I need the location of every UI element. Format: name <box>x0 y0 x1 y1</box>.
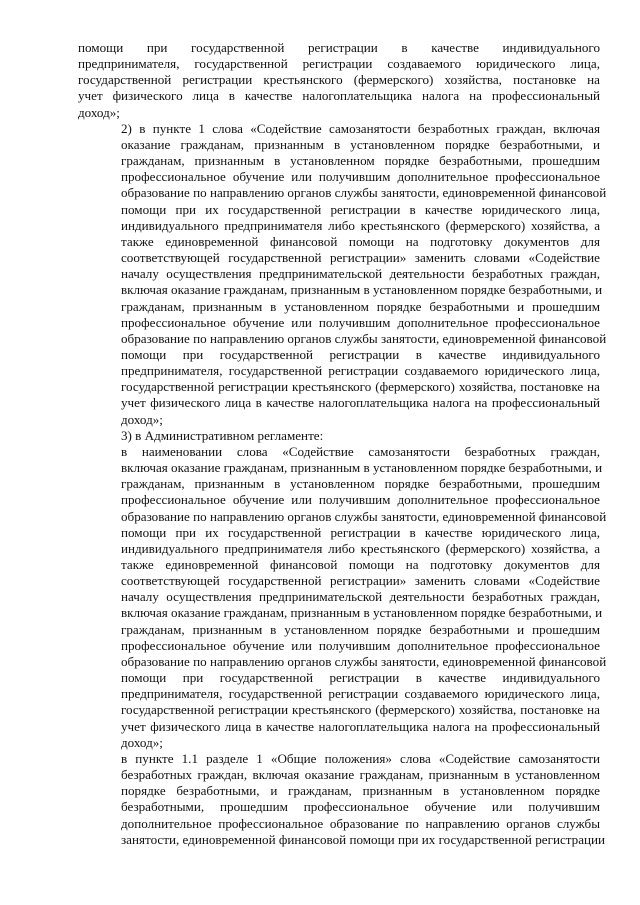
text-line: государственной регистрации крестьянского (фермерского) хозяйства, постановке на <box>121 702 600 718</box>
text-line: профессиональное обучение или получившим дополнительное профессиональное <box>121 169 600 185</box>
text-line: порядке безработными, и гражданам, признанным в установленном порядке <box>121 783 600 799</box>
paragraph <box>78 750 606 848</box>
text-line: гражданам, признанным в установленном порядке безработными, прошедшим <box>121 476 600 492</box>
text-line: началу осуществления предпринимательской деятельности безработных граждан, <box>121 589 600 605</box>
text-line: включая оказание гражданам, признанным в установленном порядке безработными, и <box>121 460 603 476</box>
text-line: образование по направлению органов службы занятости, единовременной финансовой <box>121 330 607 346</box>
text-line: оказание гражданам, признанным в установленном порядке безработными, и <box>121 136 600 152</box>
text-line: безработных граждан, включая оказание гражданам, признанным в установленном <box>121 767 600 783</box>
text-line: доход»; <box>78 104 120 120</box>
text-line: также единовременной финансовой помощи на подготовку документов для <box>121 233 600 249</box>
text-line: индивидуального предпринимателя либо крестьянского (фермерского) хозяйства, а <box>121 540 600 556</box>
text-line: предпринимателя, государственной регистрации создаваемого юридического лица, <box>121 363 600 379</box>
text-line: профессиональное обучение или получившим дополнительное профессиональное <box>121 492 600 508</box>
text-line: помощи при государственной регистрации в качестве индивидуального <box>78 40 600 55</box>
text-line: 3) в Административном регламенте: <box>121 427 324 443</box>
text-line: государственной регистрации крестьянского (фермерского) хозяйства, постановке на <box>121 379 600 395</box>
text-line: также единовременной финансовой помощи на подготовку документов для <box>121 557 600 572</box>
paragraph <box>78 120 607 428</box>
text-line: помощи при государственной регистрации в качестве индивидуального <box>121 346 600 362</box>
text-line: предпринимателя, государственной регистрации создаваемого юридического лица, <box>121 686 600 702</box>
paragraph <box>78 443 607 751</box>
text-line: профессиональное обучение или получившим дополнительное профессиональное <box>121 637 600 653</box>
text-line: началу осуществления предпринимательской деятельности безработных граждан, <box>121 266 600 282</box>
text-line: образование по направлению органов службы занятости, единовременной финансовой <box>121 653 607 669</box>
text-line: помощи при государственной регистрации в качестве индивидуального <box>121 670 600 686</box>
text-line: учет физического лица в качестве налогоплательщика налога на профессиональный <box>121 718 600 734</box>
text-line: государственной регистрации крестьянского (фермерского) хозяйства, постановке на <box>78 72 600 88</box>
text-line: доход»; <box>121 411 163 427</box>
text-line: профессиональное обучение или получившим дополнительное профессиональное <box>121 314 600 330</box>
text-line: занятости, единовременной финансовой помощи при их государственной регистрации <box>121 831 606 847</box>
text-line: помощи при их государственной регистрации в качестве юридического лица, <box>121 524 600 540</box>
text-line: безработными, прошедшим профессиональное обучение или получившим <box>121 799 600 815</box>
text-line: включая оказание гражданам, признанным в установленном порядке безработными, и <box>121 605 603 621</box>
text-line: помощи при их государственной регистрации в качестве юридического лица, <box>121 201 600 217</box>
text-line: соответствующей государственной регистрации» заменить словами «Содействие <box>121 250 600 266</box>
text-line: включая оказание гражданам, признанным в установленном порядке безработными, и <box>121 282 603 298</box>
text-line: предпринимателя, государственной регистрации создаваемого юридического лица, <box>78 56 600 72</box>
document-page <box>78 40 607 848</box>
paragraph <box>78 428 600 444</box>
text-line: дополнительное профессиональное образование по направлению органов службы <box>121 815 600 831</box>
text-line: образование по направлению органов службы занятости, единовременной финансовой <box>121 508 607 524</box>
text-line: доход»; <box>121 734 163 750</box>
text-line: соответствующей государственной регистрации» заменить словами «Содействие <box>121 573 600 589</box>
text-line: в наименовании слова «Содействие самозанятости безработных граждан, <box>121 443 600 459</box>
text-line: в пункте 1.1 разделе 1 «Общие положения» слова «Содействие самозанятости <box>121 750 600 766</box>
text-line: гражданам, признанным в установленном порядке безработными, прошедшим <box>121 153 600 169</box>
text-line: образование по направлению органов службы занятости, единовременной финансовой <box>121 185 607 201</box>
text-line: учет физического лица в качестве налогоплательщика налога на профессиональный <box>121 395 600 411</box>
text-line: индивидуального предпринимателя либо крестьянского (фермерского) хозяйства, а <box>121 217 600 233</box>
text-line: гражданам, признанным в установленном порядке безработными и прошедшим <box>121 621 600 637</box>
paragraph <box>78 40 600 121</box>
text-line: учет физического лица в качестве налогоплательщика налога на профессиональный <box>78 88 600 104</box>
text-line: гражданам, признанным в установленном порядке безработными и прошедшим <box>121 298 600 314</box>
text-line: 2) в пункте 1 слова «Содействие самозанятости безработных граждан, включая <box>121 120 600 136</box>
